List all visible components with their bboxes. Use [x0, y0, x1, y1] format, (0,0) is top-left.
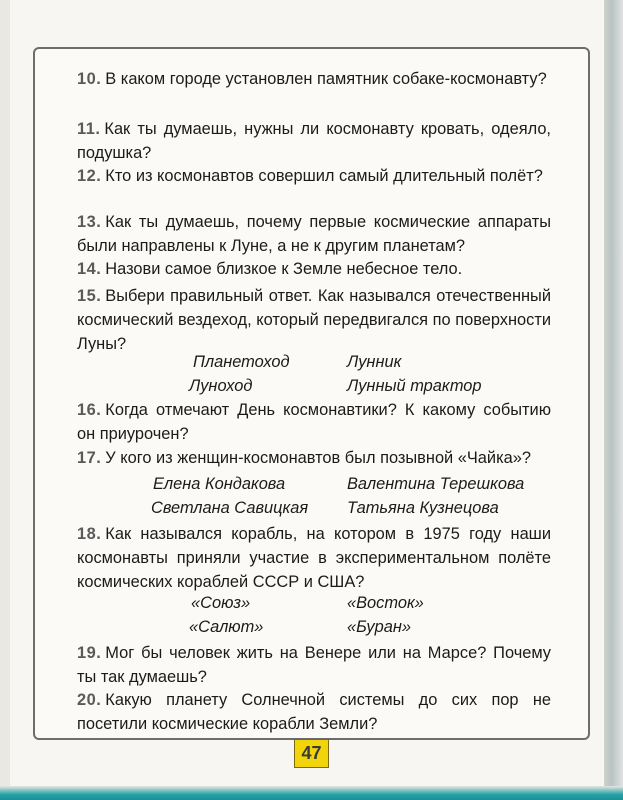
question-20: 20. Какую планету Солнечной системы до сих пор не посетили космические корабли Земли?	[77, 691, 551, 733]
page-bottom-edge	[0, 786, 623, 800]
q18-option-4: «Буран»	[347, 618, 411, 636]
question-13: 13. Как ты думаешь, почему первые космические аппараты были направлены к Луне, а не к другим планетам?	[77, 213, 551, 255]
q15-option-2: Лунник	[347, 353, 402, 371]
q18-option-1: «Союз»	[191, 594, 251, 612]
q17-option-3: Светлана Савицкая	[151, 499, 309, 517]
q15-option-1: Планетоход	[193, 353, 290, 371]
question-18: 18. Как назывался корабль, на котором в 1975 году наши космонавты приняли участие в экспериментальном полёте космических кораблей СССР и США?	[77, 525, 551, 591]
q17-option-2: Валентина Терешкова	[347, 475, 525, 493]
q15-option-3: Луноход	[189, 377, 253, 395]
page-number: 47	[294, 739, 329, 768]
page-right-edge	[604, 0, 623, 800]
question-10: 10. В каком городе установлен памятник собаке-космонавту?	[77, 70, 547, 88]
question-17: 17. У кого из женщин-космонавтов был позывной «Чайка»?	[77, 449, 531, 467]
question-19: 19. Мог бы человек жить на Венере или на Марсе? Почему ты так думаешь?	[77, 644, 551, 686]
question-12: 12. Кто из космонавтов совершил самый длительный полёт?	[77, 167, 543, 185]
question-14: 14. Назови самое близкое к Земле небесное тело.	[77, 260, 463, 278]
q17-option-1: Елена Кондакова	[153, 475, 286, 493]
question-15: 15. Выбери правильный ответ. Как назывался отечественный космический вездеход, который передвигался по поверхности Луны?	[77, 287, 551, 353]
question-11: 11. Как ты думаешь, нужны ли космонавту кровать, одеяло, подушка?	[77, 120, 551, 162]
q18-option-3: «Салют»	[189, 618, 264, 636]
question-16: 16. Когда отмечают День космонавтики? К какому событию он приурочен?	[77, 401, 551, 443]
q15-option-4: Лунный трактор	[347, 377, 482, 395]
q18-option-2: «Восток»	[347, 594, 424, 612]
q17-option-4: Татьяна Кузнецова	[347, 499, 499, 517]
